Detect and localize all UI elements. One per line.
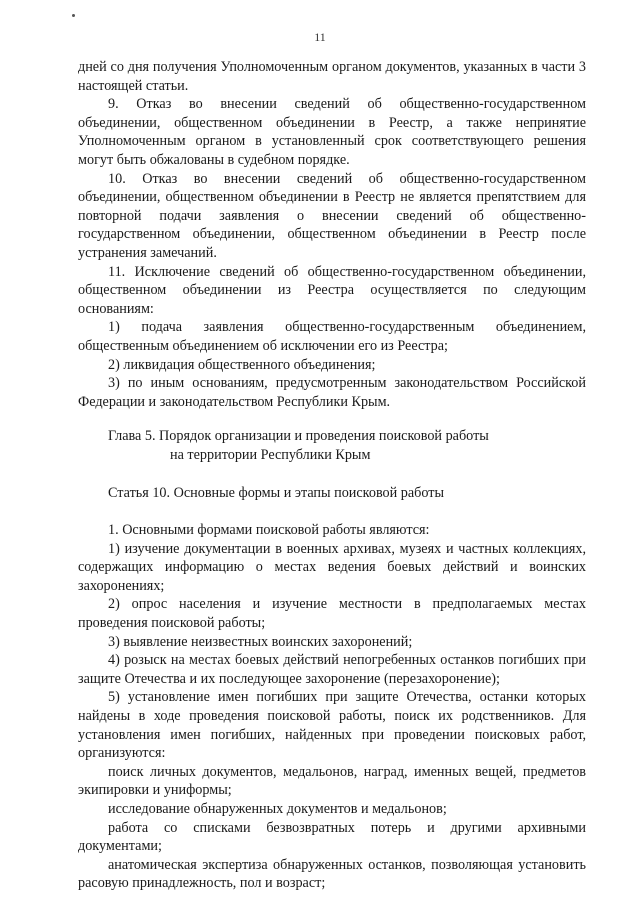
paragraph-item-11: 11. Исключение сведений об общественно-государственном объединении, общественном объединении из Реестра осуществляется по следующим основаниям:: [78, 263, 586, 317]
list-item-2: 2) ликвидация общественного объединения;: [108, 356, 376, 373]
article-list-item-3: 3) выявление неизвестных воинских захоронений;: [108, 633, 413, 650]
article-subitem-personal-items: поиск личных документов, медальонов, наград, именных вещей, предметов экипировки и униформы;: [78, 763, 586, 799]
paragraph-item-9: 9. Отказ во внесении сведений об общественно-государственном объединении, общественном объединении в Реестр, а также непринятие Уполномоченным органом в установленный срок соответствующего решения могут быть обжалованы в судебном порядке.: [78, 96, 586, 168]
paragraph-item-10: 10. Отказ во внесении сведений об общественно-государственном объединении, общественном объединении в Реестр не является препятствием для повторной подачи заявления о внесении сведений об общественно-государственном объединении, общественном объединении в Реестр после устранения замечаний.: [78, 170, 586, 261]
page-number: 11: [314, 30, 326, 44]
document-body: [78, 58, 586, 893]
chapter-heading-line1: Глава 5. Порядок организации и проведения поисковой работы: [108, 428, 489, 445]
list-item-3: 3) по иным основаниям, предусмотренным законодательством Российской Федерации и законодательством Республики Крым.: [78, 375, 586, 410]
article-paragraph-1: 1. Основными формами поисковой работы являются:: [108, 522, 430, 539]
article-subitem-documents: исследование обнаруженных документов и медальонов;: [108, 800, 447, 817]
article-heading: Статья 10. Основные формы и этапы поисковой работы: [108, 485, 445, 502]
article-list-item-5: 5) установление имен погибших при защите Отечества, останки которых найдены в ходе проведения поисковой работы, поиск их родственников. Для установления имен погибших, найденных при проведении поисковых работ, организуются:: [78, 689, 586, 762]
article-subitem-expertise: анатомическая экспертиза обнаруженных останков, позволяющая установить расовую принадлежность, пол и возраст;: [78, 856, 586, 892]
chapter-heading-line2: на территории Республики Крым: [170, 446, 371, 463]
article-list-item-4: 4) розыск на местах боевых действий непогребенных останков погибших при защите Отечества и их последующее захоронение (перезахоронение);: [78, 652, 586, 687]
scan-artifact-dot: [72, 14, 75, 17]
article-list-item-1: 1) изучение документации в военных архивах, музеях и частных коллекциях, содержащих информацию о местах ведения боевых действий и воинских захоронениях;: [78, 540, 586, 594]
list-item-1: 1) подача заявления общественно-государственным объединением, общественным объединением об исключении его из Реестра;: [78, 319, 586, 354]
article-list-item-2: 2) опрос населения и изучение местности в предполагаемых местах проведения поисковой работы;: [78, 596, 586, 632]
article-subitem-loss-lists: работа со списками безвозвратных потерь и другими архивными документами;: [78, 819, 586, 855]
paragraph-continuation: дней со дня получения Уполномоченным органом документов, указанных в части 3 настоящей статьи.: [78, 59, 586, 94]
